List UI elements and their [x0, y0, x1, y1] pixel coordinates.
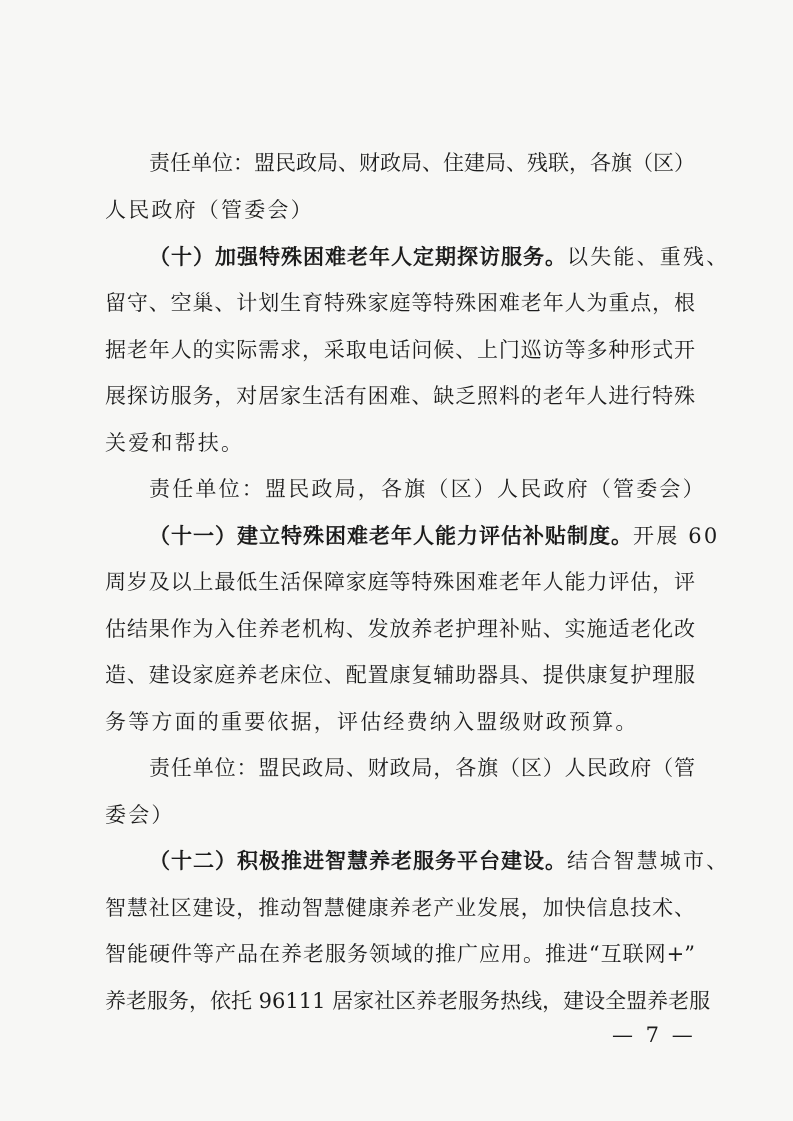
section-heading-line: [149, 521, 720, 551]
page-number: — 7 —: [612, 1023, 696, 1047]
text-line: 责任单位：盟民政局、财政局、住建局、残联，各旗（区）: [149, 151, 695, 175]
text-line: 造、建设家庭养老床位、配置康复辅助器具、提供康复护理服: [105, 663, 695, 687]
text-line: 周岁及以上最低生活保障家庭等特殊困难老年人能力评估，评: [105, 570, 695, 594]
text-line: 留守、空巢、计划生育特殊家庭等特殊困难老年人为重点，根: [105, 291, 695, 315]
text-line: 人民政府（管委会）: [105, 198, 314, 222]
text-line: 智慧社区建设，推动智慧健康养老产业发展，加快信息技术、: [105, 896, 695, 920]
text-line: 务等方面的重要依据，评估经费纳入盟级财政预算。: [105, 710, 639, 734]
section-heading: （十二）积极推进智慧养老服务平台建设。: [149, 849, 567, 873]
text-line: 委会）: [105, 803, 175, 827]
section-heading: （十）加强特殊困难老年人定期探访服务。: [149, 245, 567, 269]
text-line: 估结果作为入住养老机构、发放养老护理补贴、实施适老化改: [105, 617, 695, 641]
text-line: 据老年人的实际需求，采取电话问候、上门巡访等多种形式开: [105, 338, 695, 362]
text-line: 责任单位：盟民政局、财政局，各旗（区）人民政府（管: [149, 756, 695, 780]
section-heading-line: [149, 846, 730, 876]
text-line: 展探访服务，对居家生活有困难、缺乏照料的老年人进行特殊: [105, 384, 695, 408]
text-line: 智能硬件等产品在养老服务领域的推广应用。推进“互联网+”: [105, 942, 695, 966]
text-span: 开展 60: [633, 524, 720, 548]
section-heading-line: [149, 242, 730, 272]
text-line: 养老服务，依托 96111 居家社区养老服务热线，建设全盟养老服: [105, 989, 711, 1013]
text-span: 以失能、重残、: [567, 245, 730, 269]
section-heading: （十一）建立特殊困难老年人能力评估补贴制度。: [149, 524, 633, 548]
text-line: 关爱和帮扶。: [105, 431, 245, 455]
text-line: 责任单位：盟民政局，各旗（区）人民政府（管委会）: [149, 477, 706, 501]
text-span: 结合智慧城市、: [567, 849, 730, 873]
